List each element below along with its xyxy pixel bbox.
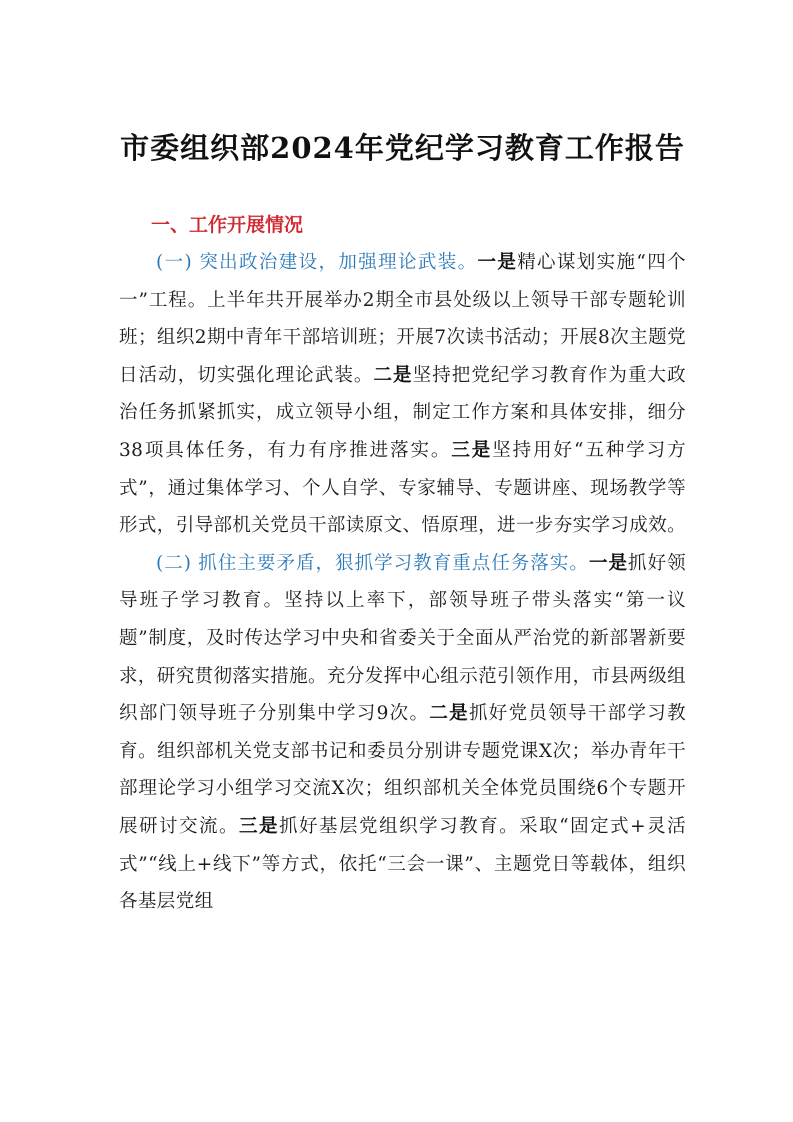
paragraph-key-tasks <box>119 545 686 921</box>
point-text-1-1: 精心谋划实施“四个一”工程。上半年共开展举办2期全市县处级以上领导干部专题轮训班；组织2期中青年干部培训班；开展7次读书活动；开展8次主题党日活动，切实强化理论武装。 <box>119 252 686 386</box>
point-marker-1-1: 一是 <box>477 252 518 273</box>
point-text-2-1: 抓好领导班子学习教育。坚持以上率下，部领导班子带头落实“第一议题”制度，及时传达学习中央和省委关于全面从严治党的新部署新要求，研究贯彻落实措施。充分发挥中心组示范引领作用，市县两级组织部门领导班子分别集中学习9次。 <box>119 552 687 725</box>
point-marker-2-1: 一是 <box>588 552 629 574</box>
paragraph-political-building <box>119 244 686 545</box>
point-text-1-3: 坚持用好“五种学习方式”，通过集体学习、个人自学、专家辅导、专题讲座、现场教学等形式，引导部机关党员干部读原文、悟原理，进一步夯实学习成效。 <box>119 439 687 537</box>
point-marker-1-3: 三是 <box>451 439 493 461</box>
point-marker-2-3: 三是 <box>239 815 280 837</box>
point-marker-2-2: 二是 <box>429 703 469 725</box>
section-heading-work-status: 一、工作开展情况 <box>151 214 304 236</box>
subsection-lead-1: (一) 突出政治建设，加强理论武装。 <box>156 252 478 273</box>
point-text-2-3: 抓好基层党组织学习教育。采取“固定式+灵活式”“线上+线下”等方式，依托“三会一课”、主题党日等载体，组织各基层党组 <box>119 815 686 913</box>
subsection-lead-2: (二) 抓住主要矛盾，狠抓学习教育重点任务落实。 <box>156 552 589 574</box>
point-text-2-2: 抓好党员领导干部学习教育。组织部机关党支部书记和委员分别讲专题党课X次；举办青年干部理论学习小组学习交流X次；组织部机关全体党员围绕6个专题开展研讨交流。 <box>119 703 687 837</box>
document-title: 市委组织部2024年党纪学习教育工作报告 <box>120 131 685 165</box>
point-marker-1-2: 二是 <box>373 364 413 386</box>
point-text-1-2: 坚持把党纪学习教育作为重大政治任务抓紧抓实，成立领导小组，制定工作方案和具体安排，细分38项具体任务，有力有序推进落实。 <box>119 364 686 461</box>
